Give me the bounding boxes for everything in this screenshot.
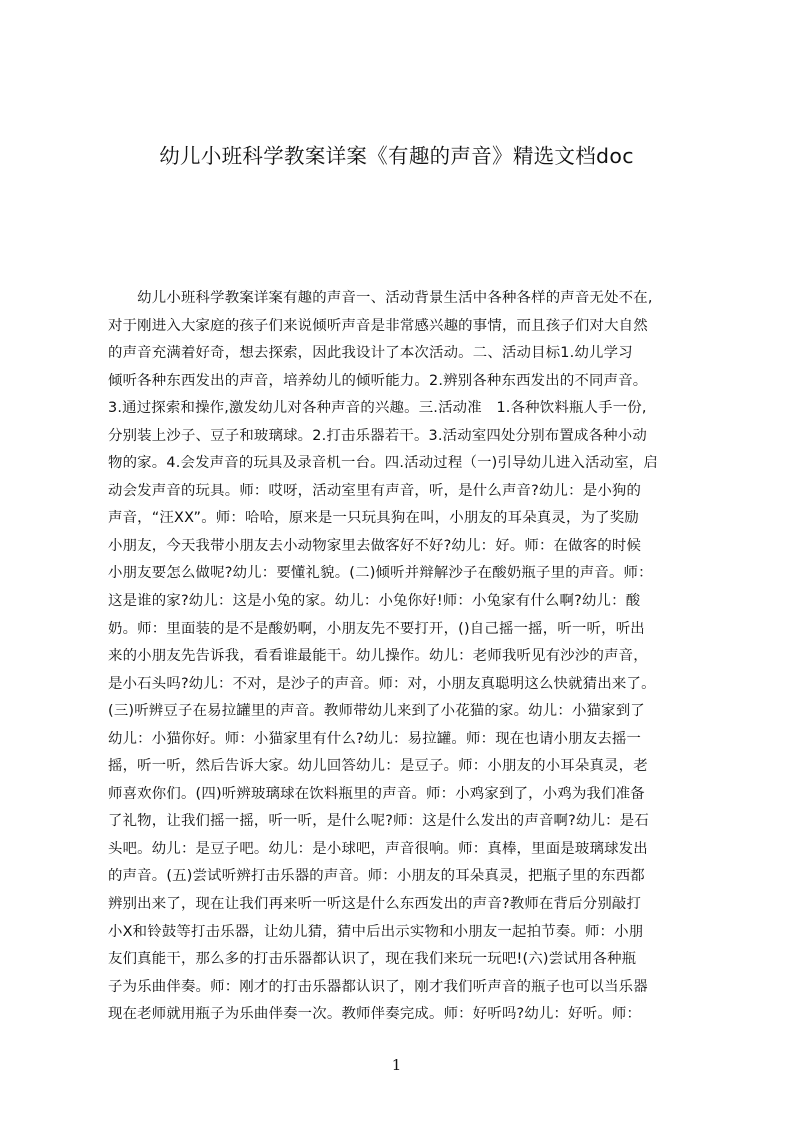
- body-line: 这是谁的家?幼儿：这是小兔的家。幼儿：小兔你好!师：小兔家有什么啊?幼儿：酸: [108, 593, 641, 610]
- body-line: 倾听各种东西发出的声音，培养幼儿的倾听能力。2.辨别各种东西发出的不同声音。: [108, 372, 648, 389]
- document-title: 幼儿小班科学教案详案《有趣的声音》精选文档doc: [159, 144, 634, 168]
- body-line: 子为乐曲伴奏。师：刚才的打击乐器都认识了，刚才我们听声音的瓶子也可以当乐器: [108, 978, 648, 995]
- body-line: 幼儿：小猫你好。师：小猫家里有什么?幼儿：易拉罐。师：现在也请小朋友去摇一: [108, 730, 642, 747]
- body-line: 的声音充满着好奇，想去探索，因此我设计了本次活动。二、活动目标1.幼儿学习: [108, 345, 633, 362]
- body-line: 的声音。(五)尝试听辨打击乐器的声音。师：小朋友的耳朵真灵，把瓶子里的东西都: [108, 868, 645, 885]
- body-line: 辨别出来了，现在让我们再来听一听这是什么东西发出的声音?教师在背后分别敲打: [108, 896, 642, 913]
- page-number: 1: [391, 1056, 402, 1074]
- body-line: 小朋友要怎么做呢?幼儿：要懂礼貌。(二)倾听并辩解沙子在酸奶瓶子里的声音。师：: [108, 565, 653, 582]
- body-line: 师喜欢你们。(四)听辨玻璃球在饮料瓶里的声音。师：小鸡家到了，小鸡为我们准备: [108, 785, 645, 802]
- body-line: 分别装上沙子、豆子和玻璃球。2.打击乐器若干。3.活动室四处分别布置成各种小动: [108, 427, 647, 444]
- body-line: 是小石头吗?幼儿：不对，是沙子的声音。师：对，小朋友真聪明这么快就猜出来了。: [108, 675, 656, 692]
- body-line: 友们真能干，那么多的打击乐器都认识了，现在我们来玩一玩吧!(六)尝试用各种瓶: [108, 951, 637, 968]
- body-line: 声音，“汪XX”。师：哈哈，原来是一只玩具狗在叫，小朋友的耳朵真灵，为了奖励: [108, 510, 639, 527]
- document-body: [108, 285, 698, 1029]
- body-line: 现在老师就用瓶子为乐曲伴奏一次。教师伴奏完成。师：好听吗?幼儿：好听。师：: [108, 1006, 642, 1023]
- body-line: 小朋友，今天我带小朋友去小动物家里去做客好不好?幼儿：好。师：在做客的时候: [108, 537, 642, 554]
- body-line: 动会发声音的玩具。师：哎呀，活动室里有声音，听，是什么声音?幼儿：是小狗的: [108, 482, 642, 499]
- body-line: 物的家。4.会发声音的玩具及录音机一台。四.活动过程（一)引导幼儿进入活动室，启: [108, 455, 658, 472]
- body-line: 摇，听一听，然后告诉大家。幼儿回答幼儿：是豆子。师：小朋友的小耳朵真灵，老: [108, 758, 648, 775]
- body-line: 头吧。幼儿：是豆子吧。幼儿：是小球吧，声音很响。师：真棒，里面是玻璃球发出: [108, 840, 648, 857]
- body-line: 3.通过探索和操作,激发幼儿对各种声音的兴趣。三.活动准 1.各种饮料瓶人手一份,: [108, 400, 647, 417]
- body-line: 对于刚进入大家庭的孩子们来说倾听声音是非常感兴趣的事情，而且孩子们对大自然: [108, 317, 648, 334]
- body-line: 来的小朋友先告诉我，看看谁最能干。幼儿操作。幼儿：老师我听见有沙沙的声音，: [108, 648, 648, 665]
- body-line: 幼儿小班科学教案详案有趣的声音一、活动背景生活中各种各样的声音无处不在,: [108, 290, 653, 306]
- body-line: 了礼物，让我们摇一摇，听一听，是什么呢?师：这是什么发出的声音啊?幼儿：是石: [108, 813, 649, 830]
- body-line: (三)听辨豆子在易拉罐里的声音。教师带幼儿来到了小花猫的家。幼儿：小猫家到了: [108, 703, 645, 720]
- body-line: 奶。师：里面装的是不是酸奶啊，小朋友先不要打开，()自己摇一摇，听一听，听出: [108, 620, 645, 637]
- body-line: 小X和铃鼓等打击乐器，让幼儿猜，猜中后出示实物和小朋友一起拍节奏。师：小朋: [108, 923, 644, 940]
